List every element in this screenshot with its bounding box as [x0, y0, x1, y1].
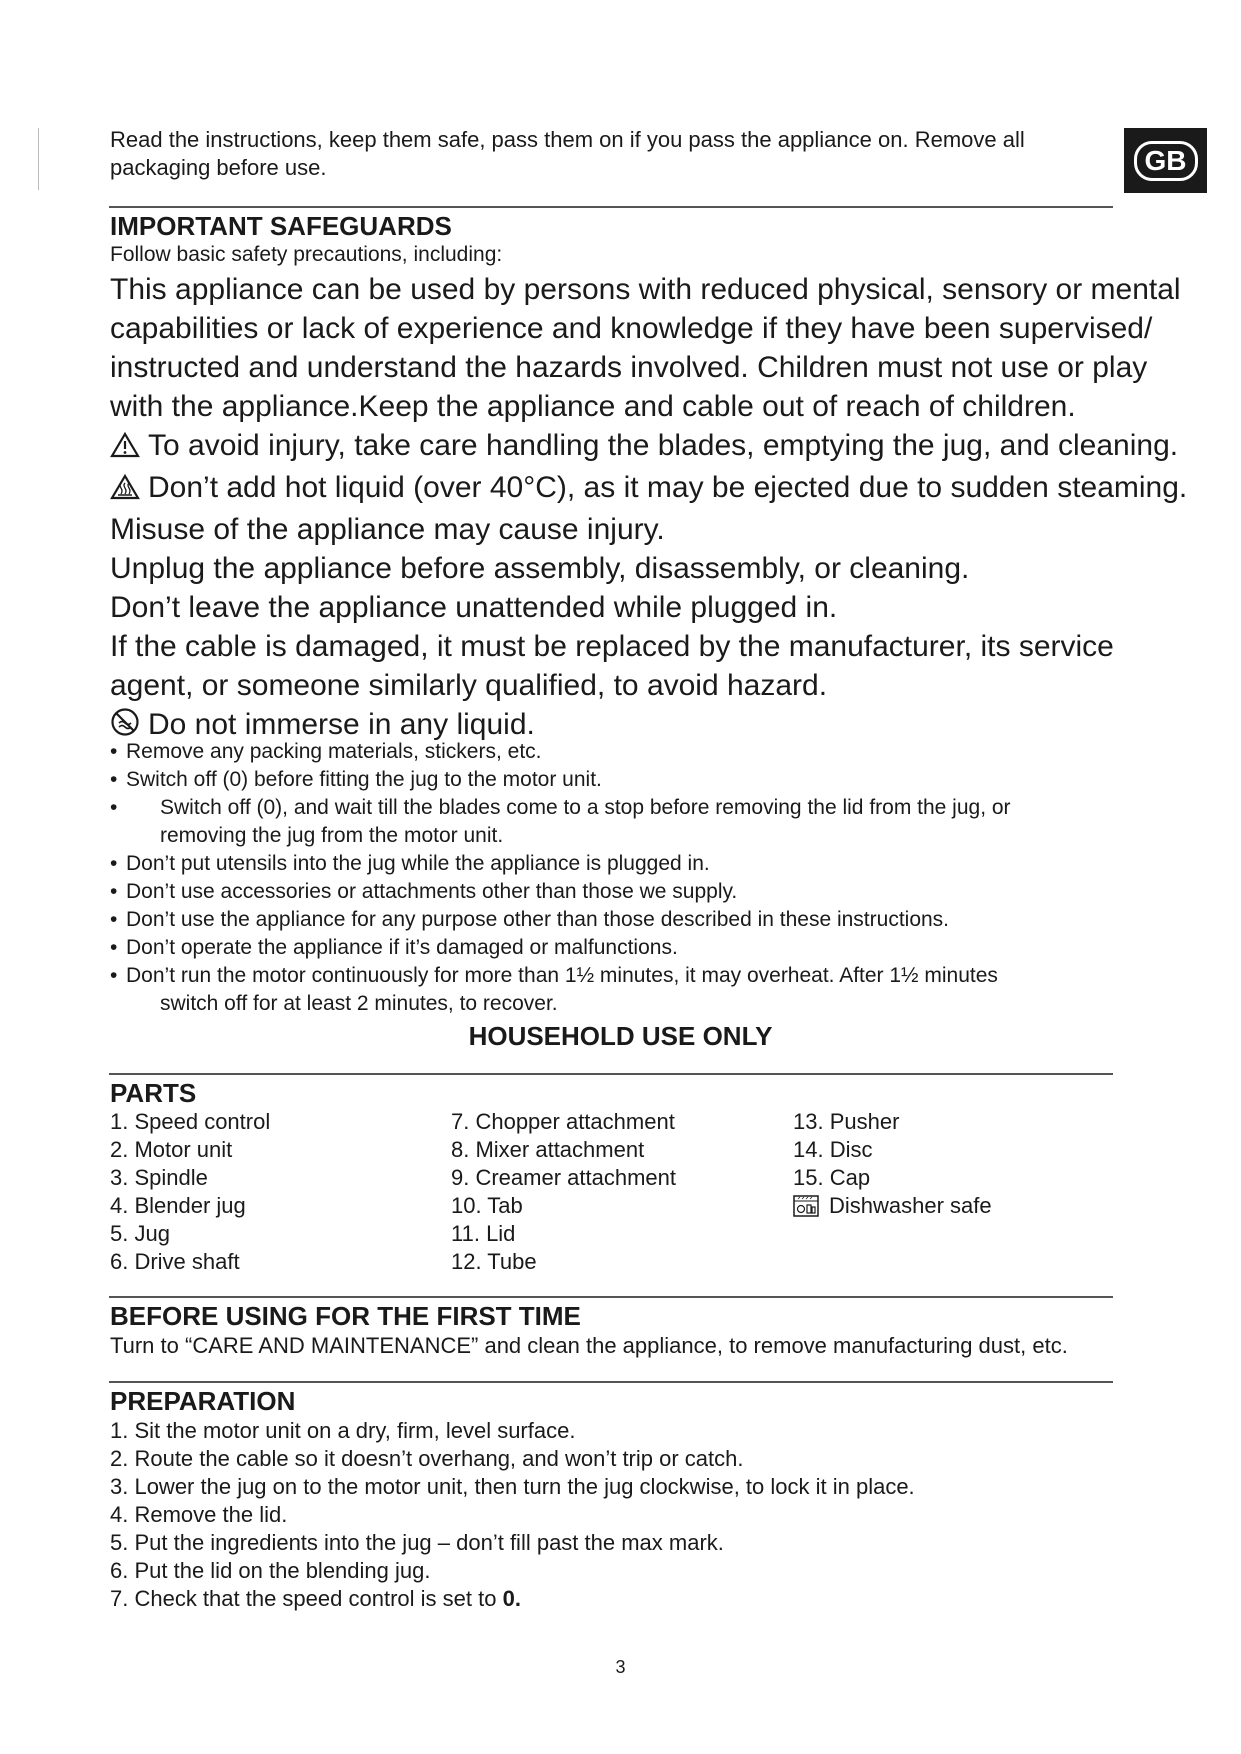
list-item: • Don’t put utensils into the jug while the appliance is plugged in.	[110, 850, 1100, 878]
safeguard-line: This appliance can be used by persons with reduced physical, sensory or mental	[110, 273, 1181, 306]
divider	[109, 1381, 1113, 1383]
intro-text: Read the instructions, keep them safe, pass them on if you pass the appliance on. Remove all packaging before use.	[110, 127, 1025, 180]
warning-icon	[110, 429, 144, 468]
list-item-text: Don’t run the motor continuously for more than 1½ minutes, it may overheat. After 1½ minutes	[126, 964, 998, 987]
list-item: • Remove any packing materials, stickers, etc.	[110, 738, 1100, 766]
safeguard-line: agent, or someone similarly qualified, to avoid hazard.	[110, 669, 828, 702]
list-item: 6. Put the lid on the blending jug.	[110, 1558, 431, 1583]
list-item	[110, 1585, 915, 1613]
parts-column-3	[793, 1108, 992, 1224]
safeguards-bullet-list	[110, 738, 1100, 1018]
list-item: 8. Mixer attachment	[451, 1137, 645, 1162]
first-time-title: BEFORE USING FOR THE FIRST TIME	[110, 1301, 581, 1331]
safeguards-subtitle: Follow basic safety precautions, including:	[110, 243, 503, 266]
divider	[109, 206, 1113, 208]
preparation-steps	[110, 1417, 915, 1613]
list-item: 1. Sit the motor unit on a dry, firm, level surface.	[110, 1418, 576, 1443]
safeguard-line: If the cable is damaged, it must be replaced by the manufacturer, its service	[110, 630, 1114, 663]
list-item: • Switch off (0) before fitting the jug to the motor unit.	[110, 766, 1100, 794]
list-item: 2. Route the cable so it doesn’t overhang, and won’t trip or catch.	[110, 1446, 744, 1471]
list-item-continuation: switch off for at least 2 minutes, to recover.	[160, 992, 558, 1015]
first-time-text: Turn to “CARE AND MAINTENANCE” and clean the appliance, to remove manufacturing dust, etc.	[110, 1333, 1068, 1358]
safeguard-line: with the appliance.Keep the appliance and cable out of reach of children.	[110, 390, 1076, 423]
safeguards-main-text	[110, 270, 1188, 747]
list-item: 13. Pusher	[793, 1109, 900, 1134]
language-badge-label: GB	[1134, 141, 1198, 181]
speed-value: 0.	[502, 1586, 521, 1611]
list-item: 10. Tab	[451, 1193, 523, 1218]
list-item: 14. Disc	[793, 1137, 873, 1162]
safeguard-line: Don’t leave the appliance unattended while plugged in.	[110, 591, 838, 624]
list-item: 4. Remove the lid.	[110, 1502, 288, 1527]
list-item: 3. Spindle	[110, 1165, 208, 1190]
parts-column-2	[451, 1108, 676, 1276]
list-item: • Don’t use the appliance for any purpose other than those described in these instructions.	[110, 906, 1100, 934]
list-item: 11. Lid	[451, 1221, 516, 1246]
page-number: 3	[615, 1657, 626, 1677]
divider	[109, 1296, 1113, 1298]
list-item: 5. Put the ingredients into the jug – don’t fill past the max mark.	[110, 1530, 724, 1555]
list-item-text: 7. Check that the speed control is set to	[110, 1586, 497, 1611]
safeguards-title: IMPORTANT SAFEGUARDS	[110, 211, 452, 241]
list-item: 3. Lower the jug on to the motor unit, then turn the jug clockwise, to lock it in place.	[110, 1474, 915, 1499]
list-item: 7. Chopper attachment	[451, 1109, 675, 1134]
dishwasher-label: Dishwasher safe	[829, 1193, 992, 1218]
list-item: • Don’t operate the appliance if it’s damaged or malfunctions.	[110, 934, 1100, 962]
safeguard-line: Do not immerse in any liquid.	[148, 708, 535, 741]
language-badge	[1124, 128, 1207, 193]
list-item	[110, 794, 1100, 850]
safeguard-line: instructed and understand the hazards involved. Children must not use or play	[110, 351, 1148, 384]
parts-column-1	[110, 1108, 270, 1276]
list-item: 5. Jug	[110, 1221, 170, 1246]
list-item-text: Switch off (0), and wait till the blades come to a stop before removing the lid from the jug, or	[160, 796, 1011, 819]
list-item: 4. Blender jug	[110, 1193, 246, 1218]
dishwasher-item	[793, 1192, 992, 1224]
list-item: 15. Cap	[793, 1165, 871, 1190]
list-item: 2. Motor unit	[110, 1137, 233, 1162]
list-item-continuation: removing the jug from the motor unit.	[160, 824, 504, 847]
household-use-notice: HOUSEHOLD USE ONLY	[468, 1021, 773, 1051]
list-item: 12. Tube	[451, 1249, 537, 1274]
list-item: 1. Speed control	[110, 1109, 271, 1134]
divider	[109, 1073, 1113, 1075]
dishwasher-icon	[793, 1195, 819, 1224]
parts-title: PARTS	[110, 1078, 197, 1108]
safeguard-line: Misuse of the appliance may cause injury.	[110, 513, 665, 546]
safeguard-line: Don’t add hot liquid (over 40°C), as it may be ejected due to sudden steaming.	[148, 471, 1188, 504]
safeguard-line: To avoid injury, take care handling the blades, emptying the jug, and cleaning.	[148, 429, 1179, 462]
preparation-title: PREPARATION	[110, 1386, 296, 1416]
list-item: • Don’t use accessories or attachments other than those we supply.	[110, 878, 1100, 906]
list-item: 9. Creamer attachment	[451, 1165, 676, 1190]
safeguard-line: Unplug the appliance before assembly, disassembly, or cleaning.	[110, 552, 970, 585]
list-item: 6. Drive shaft	[110, 1249, 240, 1274]
margin-mark	[38, 128, 39, 190]
safeguard-line: capabilities or lack of experience and knowledge if they have been supervised/	[110, 312, 1153, 345]
hot-surface-warning-icon	[110, 471, 144, 510]
list-item	[110, 962, 1100, 1018]
